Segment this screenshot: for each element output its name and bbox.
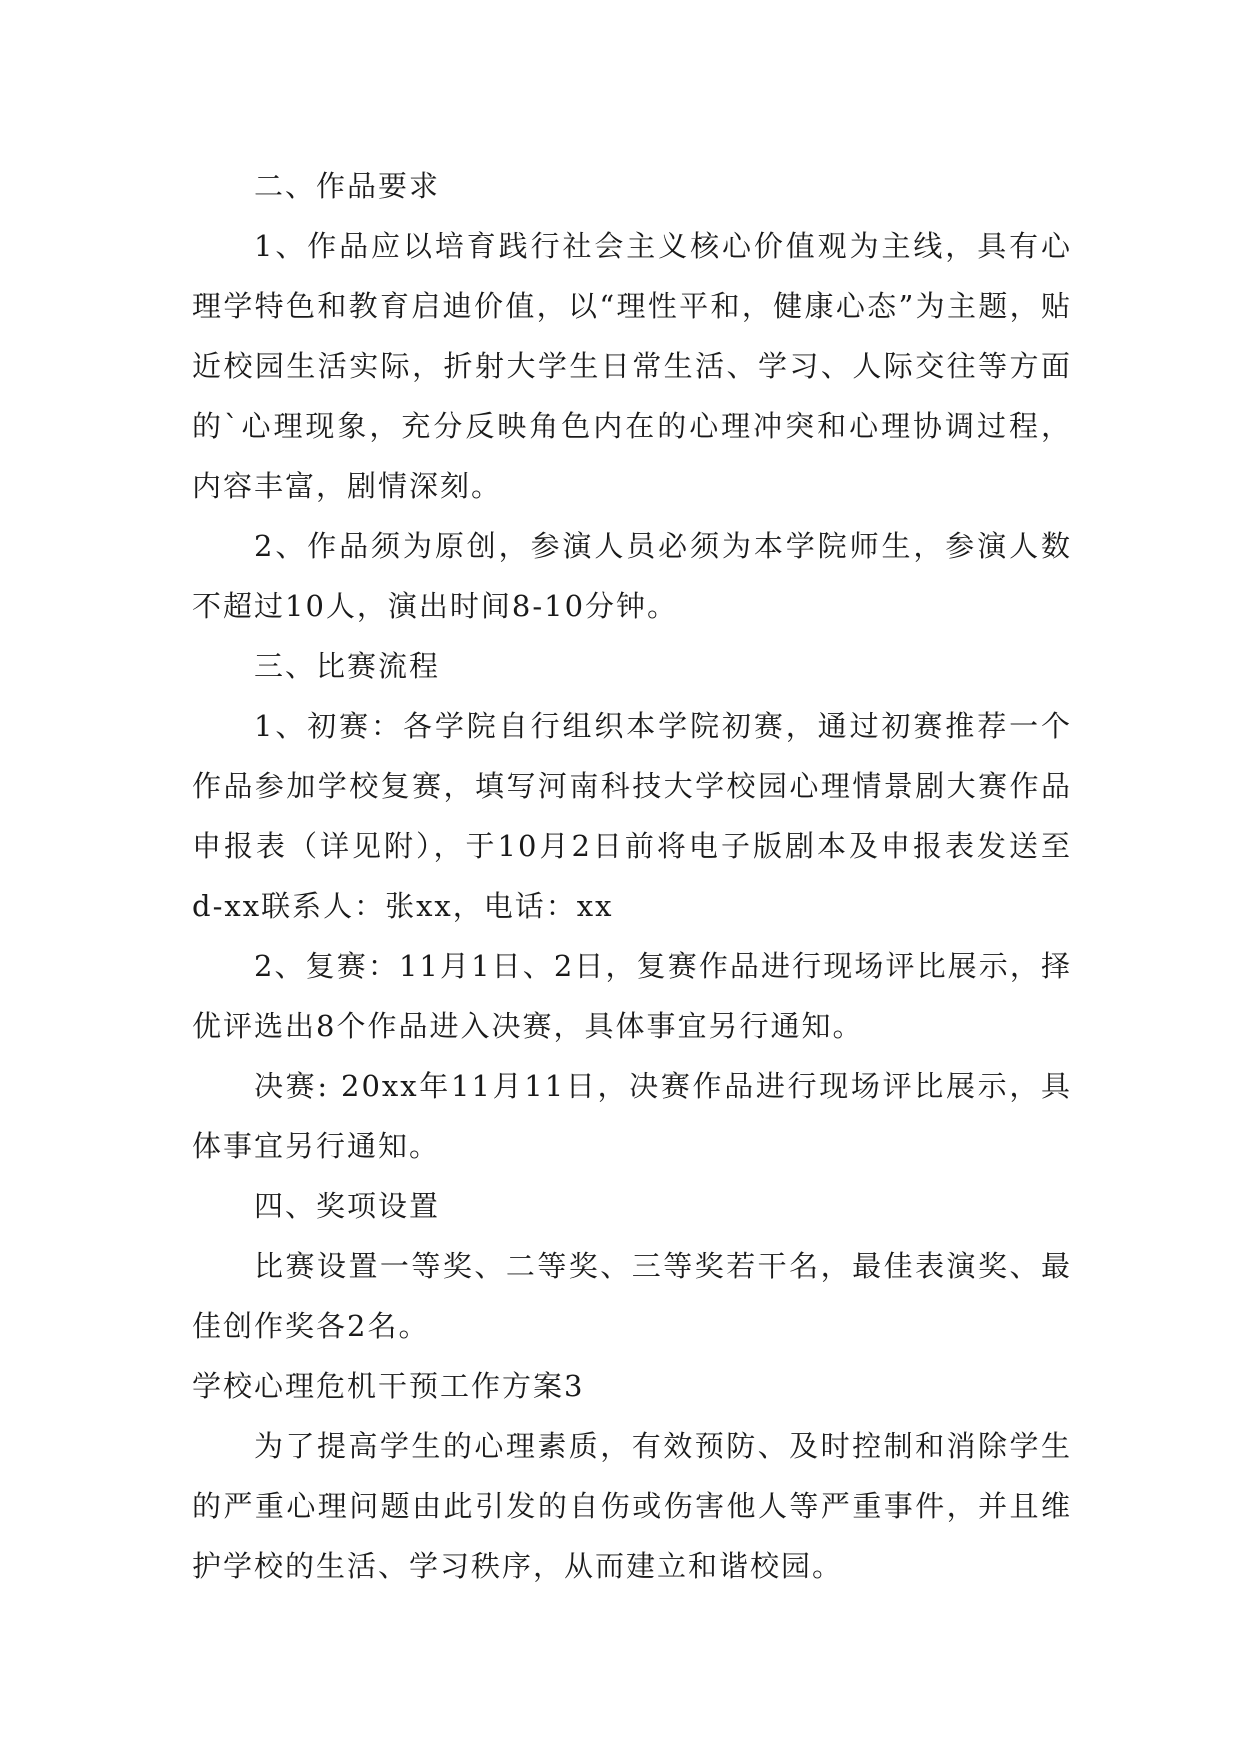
section-heading-requirements: 二、作品要求	[254, 169, 441, 203]
paragraph-preliminary: 1、初赛：各学院自行组织本学院初赛，通过初赛推荐一个作品参加学校复赛，填写河南科技大学校园心理情景剧大赛作品申报表（详见附），于10月2日前将电子版剧本及申报表发送至d-xx联系人：张xx，电话：xx	[192, 709, 1072, 923]
paragraph-awards: 比赛设置一等奖、二等奖、三等奖若干名，最佳表演奖、最佳创作奖各2名。	[192, 1249, 1072, 1343]
document-section-title: 学校心理危机干预工作方案3	[192, 1369, 585, 1403]
paragraph-requirement-2: 2、作品须为原创，参演人员必须为本学院师生，参演人数不超过10人，演出时间8-10分钟。	[192, 529, 1072, 623]
section-heading-awards: 四、奖项设置	[254, 1189, 441, 1223]
paragraph-final: 决赛: 20xx年11月11日，决赛作品进行现场评比展示，具体事宜另行通知。	[192, 1069, 1072, 1163]
section-heading-process: 三、比赛流程	[254, 649, 441, 683]
paragraph-requirement-1: 1、作品应以培育践行社会主义核心价值观为主线，具有心理学特色和教育启迪价值，以“理性平和，健康心态”为主题，贴近校园生活实际，折射大学生日常生活、学习、人际交往等方面的`心理现象，充分反映角色内在的心理冲突和心理协调过程，内容丰富，剧情深刻。	[192, 229, 1072, 503]
document-body	[192, 156, 1072, 1596]
paragraph-semifinal: 2、复赛：11月1日、2日，复赛作品进行现场评比展示，择优评选出8个作品进入决赛，具体事宜另行通知。	[192, 949, 1072, 1043]
paragraph-intro: 为了提高学生的心理素质，有效预防、及时控制和消除学生的严重心理问题由此引发的自伤或伤害他人等严重事件，并且维护学校的生活、学习秩序，从而建立和谐校园。	[192, 1429, 1072, 1583]
